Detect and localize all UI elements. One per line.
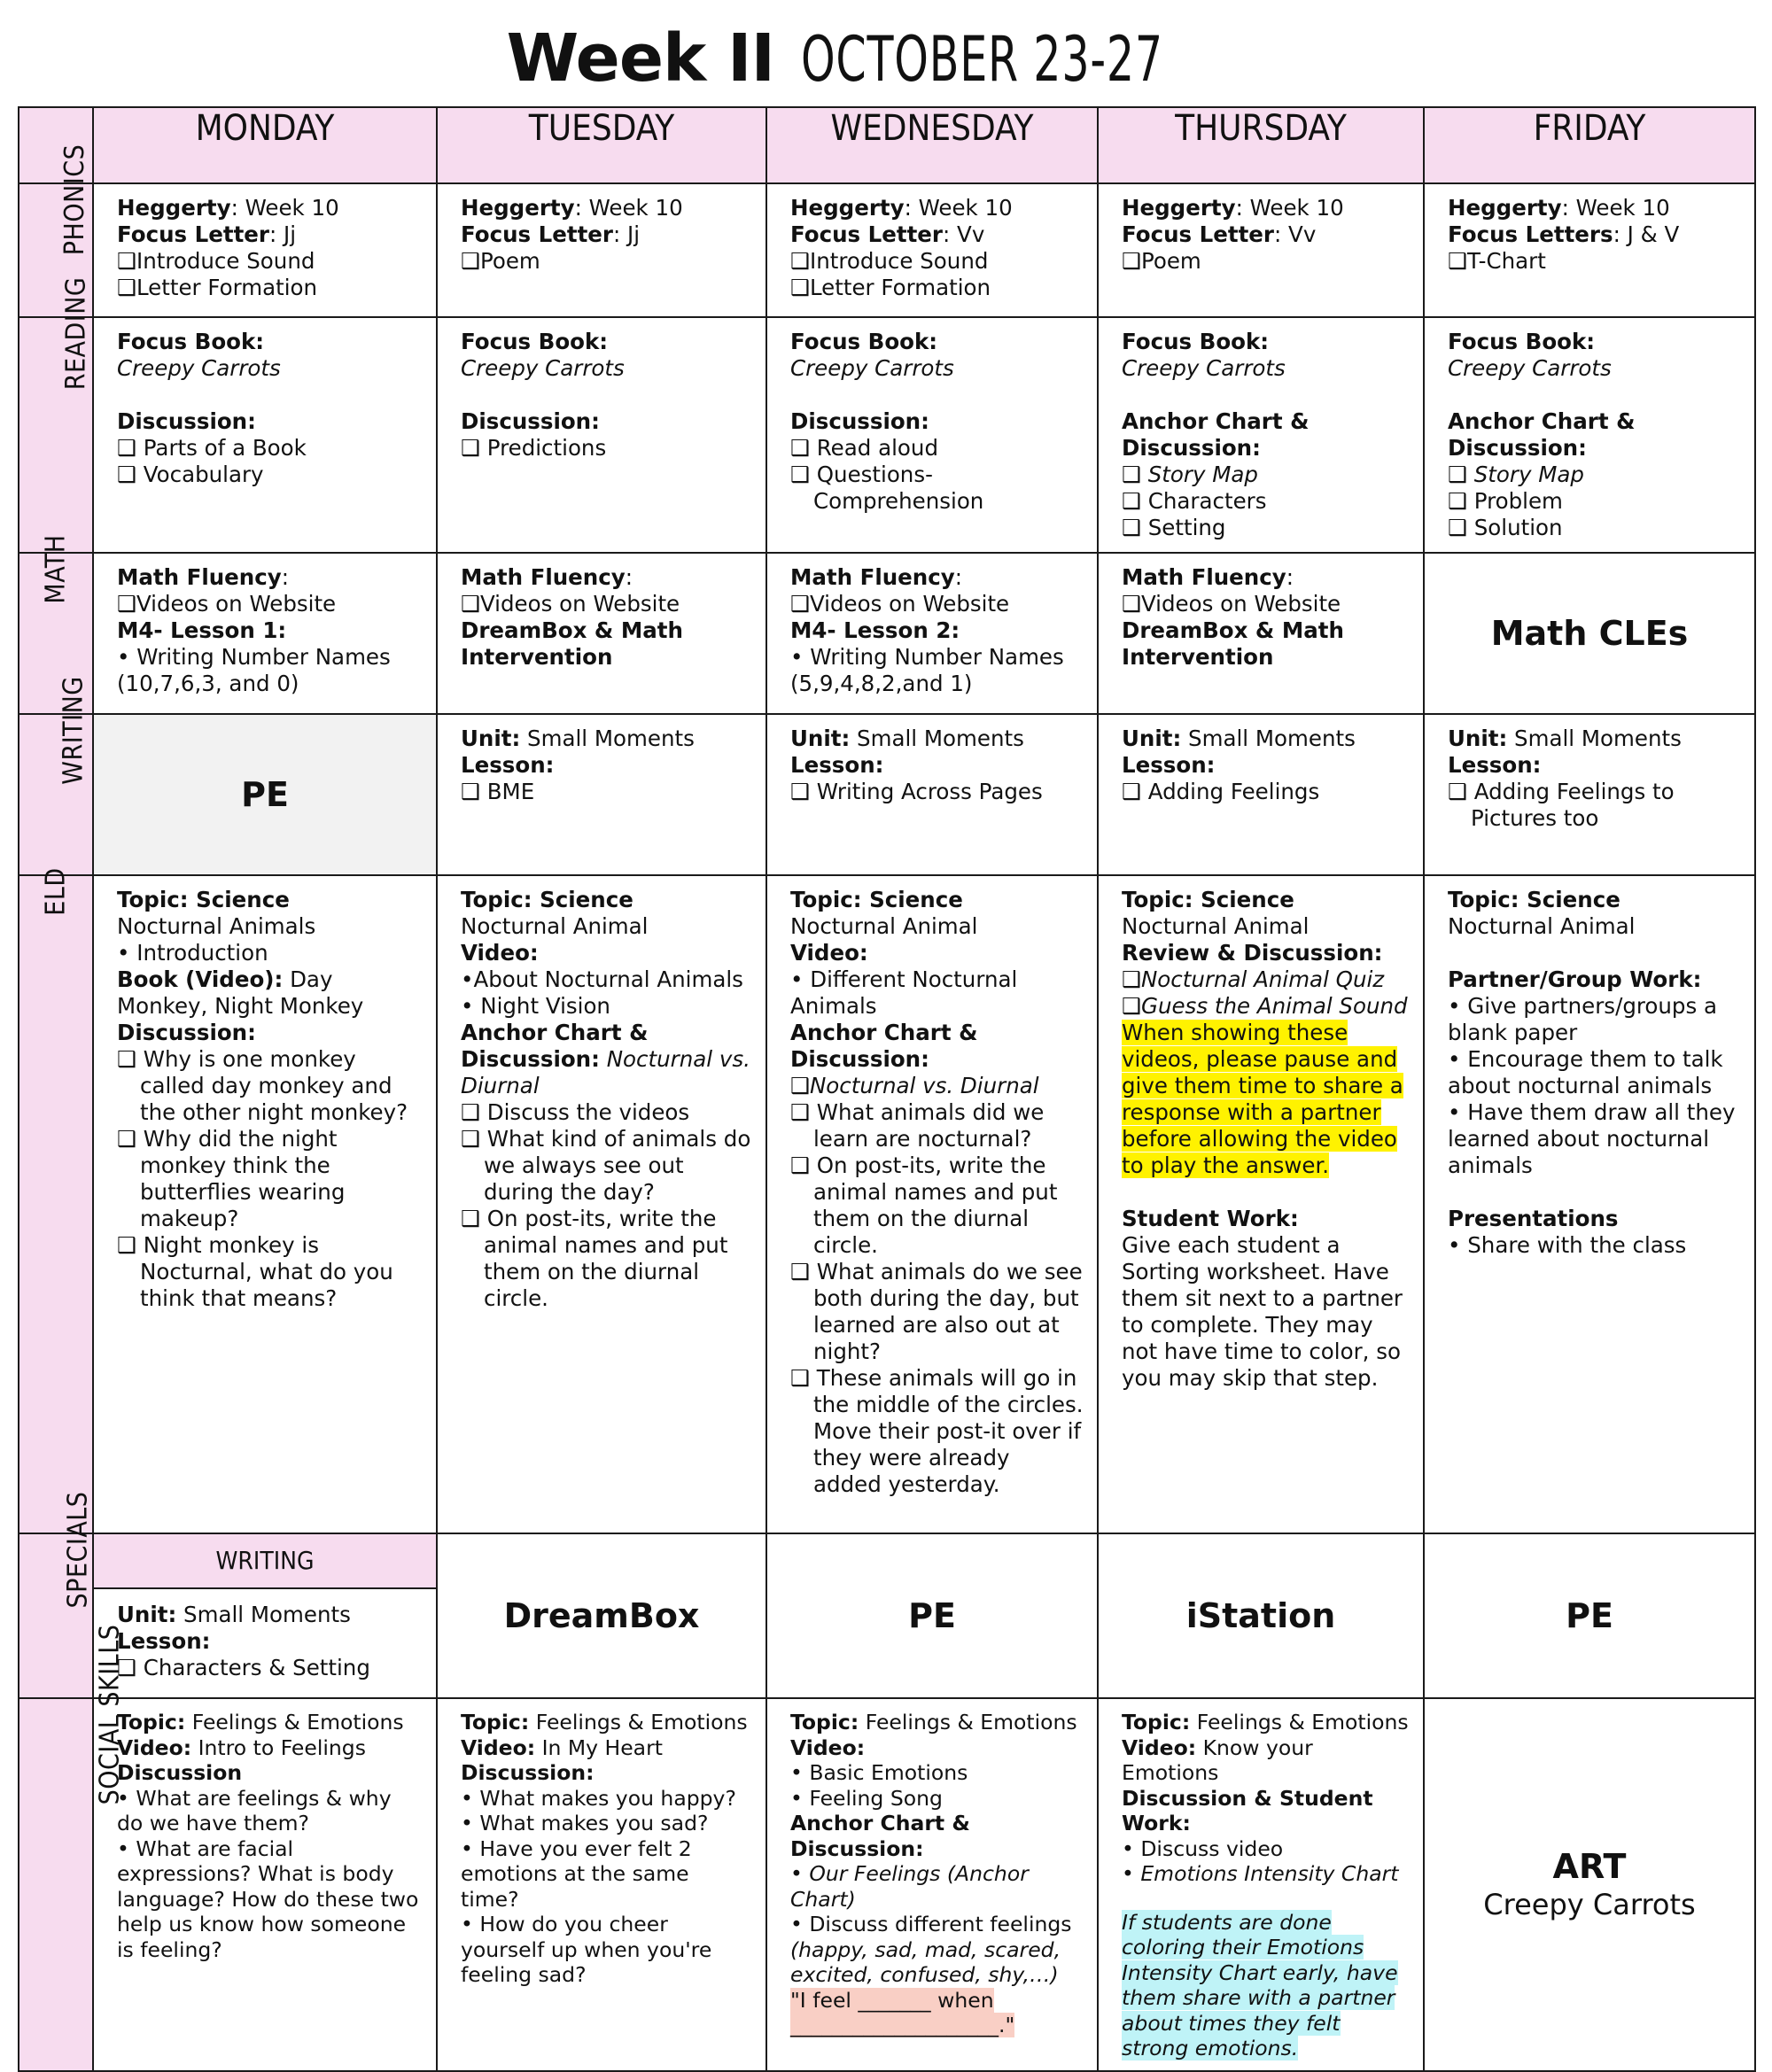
cell-specials-mon: WRITING Unit: Small Moments Lesson: ❑ Characters & Setting [93, 1533, 437, 1698]
checkbox-item: ❑Poem [1122, 248, 1201, 274]
cell-writing-mon: PE [93, 714, 437, 875]
header-row [19, 107, 1755, 183]
row-specials [19, 1533, 1755, 1698]
cell-math-wed: Math Fluency: ❑Videos on Website M4- Lesson 2: • Writing Number Names (5,9,4,8,2,and 1) [766, 553, 1098, 714]
cell-reading-thu: Focus Book: Creepy Carrots Anchor Chart & Discussion: ❑ Story Map ❑ Characters ❑ Setting [1098, 317, 1424, 553]
cell-eld-fri: Topic: Science Nocturnal Animal Partner/Group Work: • Give partners/groups a blank paper • Encourage them to talk about nocturnal animals • Have them draw all they learned about nocturnal animals Presentations • Share with the class [1424, 875, 1755, 1533]
page-title [0, 19, 1772, 97]
subject-writing: WRITING [19, 714, 93, 875]
cell-reading-wed: Focus Book: Creepy Carrots Discussion: ❑ Read aloud ❑ Questions- Comprehension [766, 317, 1098, 553]
day-header-friday: FRIDAY [1424, 107, 1755, 183]
cell-social-fri: ART Creepy Carrots [1424, 1698, 1755, 2071]
cell-specials-thu: iStation [1098, 1533, 1424, 1698]
subject-eld: ELD [19, 875, 93, 1533]
cell-phonics-tue: Heggerty: Week 10 Focus Letter: Jj ❑Poem [437, 183, 766, 317]
cell-phonics-mon: Heggerty: Week 10 Focus Letter: Jj ❑Introduce Sound ❑Letter Formation [93, 183, 437, 317]
day-header-thursday: THURSDAY [1098, 107, 1424, 183]
day-header-wednesday: WEDNESDAY [766, 107, 1098, 183]
checkbox-item: ❑T-Chart [1448, 248, 1546, 274]
cell-phonics-wed: Heggerty: Week 10 Focus Letter: Vv ❑Introduce Sound ❑Letter Formation [766, 183, 1098, 317]
checkbox-item: ❑Letter Formation [790, 275, 991, 300]
cell-social-wed: Topic: Feelings & Emotions Video: • Basic Emotions • Feeling Song Anchor Chart & Discussion: • Our Feelings (Anchor Chart) • Discuss different feelings (happy, sad, mad, scared, excited, confused, shy,…) "I feel _______ when ____________________." [766, 1698, 1098, 2071]
cell-phonics-fri: Heggerty: Week 10 Focus Letters: J & V ❑T-Chart [1424, 183, 1755, 317]
day-header-tuesday: TUESDAY [437, 107, 766, 183]
cell-math-fri: Math CLEs [1424, 553, 1755, 714]
row-social-skills [19, 1698, 1755, 2071]
lesson-plan-table [18, 106, 1756, 2072]
cell-math-mon: Math Fluency: ❑Videos on Website M4- Lesson 1: • Writing Number Names (10,7,6,3, and 0) [93, 553, 437, 714]
row-writing [19, 714, 1755, 875]
day-header-monday: MONDAY [93, 107, 437, 183]
row-math [19, 553, 1755, 714]
cell-specials-fri: PE [1424, 1533, 1755, 1698]
subject-math: MATH [19, 553, 93, 714]
checkbox-item: ❑Introduce Sound [117, 248, 315, 274]
subject-reading: READING [19, 317, 93, 553]
cell-reading-mon: Focus Book: Creepy Carrots Discussion: ❑ Parts of a Book ❑ Vocabulary [93, 317, 437, 553]
subject-social-skills: SOCIAL SKILLS [19, 1698, 93, 2071]
cell-eld-mon: Topic: Science Nocturnal Animals • Introduction Book (Video): Day Monkey, Night Monkey Discussion: ❑ Why is one monkey called day monkey and the other night monkey? ❑ Why did the night monkey think the butterflies wearing makeup? ❑ Night monkey is Nocturnal, what do you think that means? [93, 875, 437, 1533]
cell-eld-wed: Topic: Science Nocturnal Animal Video: • Different Nocturnal Animals Anchor Chart & Discussion: ❑Nocturnal vs. Diurnal ❑ What animals did we learn are nocturnal? ❑ On post-its, write the animal names and put them on the diurnal circle. ❑ What animals do we see both during the day, but learned are also out at night? ❑ These animals will go in the middle of the circles. Move their post-it over if they were already added yesterday. [766, 875, 1098, 1533]
cell-eld-thu: Topic: Science Nocturnal Animal Review & Discussion: ❑Nocturnal Animal Quiz ❑Guess the Animal Sound When showing these videos, please pause and give them time to share a response with a partner before allowing the video to play the answer. Student Work: Give each student a Sorting worksheet. Have them sit next to a partner to complete. They may not have time to color, so you may skip that step. [1098, 875, 1424, 1533]
week-label: Week II [506, 20, 775, 97]
cell-writing-tue: Unit: Small Moments Lesson: ❑ BME [437, 714, 766, 875]
row-phonics [19, 183, 1755, 317]
cell-social-tue: Topic: Feelings & Emotions Video: In My Heart Discussion: • What makes you happy? • What makes you sad? • Have you ever felt 2 emotions at the same time? • How do you cheer yourself up when you're feeling sad? [437, 1698, 766, 2071]
checkbox-item: ❑Introduce Sound [790, 248, 989, 274]
cell-math-tue: Math Fluency: ❑Videos on Website DreamBox & Math Intervention [437, 553, 766, 714]
checkbox-item: ❑Letter Formation [117, 275, 318, 300]
cell-writing-fri: Unit: Small Moments Lesson: ❑ Adding Feelings to Pictures too [1424, 714, 1755, 875]
cell-social-thu: Topic: Feelings & Emotions Video: Know your Emotions Discussion & Student Work: • Discuss video • Emotions Intensity Chart If students are done coloring their Emotions Intensity Chart early, have them share with a partner about times they felt strong emotions. [1098, 1698, 1424, 2071]
row-eld [19, 875, 1755, 1533]
cell-writing-thu: Unit: Small Moments Lesson: ❑ Adding Feelings [1098, 714, 1424, 875]
highlighted-note: If students are done coloring their Emotions Intensity Chart early, have them share with a partner about times they felt strong emotions. [1122, 1909, 1398, 2060]
specials-sub-header: WRITING [94, 1534, 436, 1589]
cell-specials-tue: DreamBox [437, 1533, 766, 1698]
checkbox-item: ❑Poem [461, 248, 540, 274]
cell-specials-wed: PE [766, 1533, 1098, 1698]
subject-phonics: PHONICS [19, 183, 93, 317]
cell-phonics-thu: Heggerty: Week 10 Focus Letter: Vv ❑Poem [1098, 183, 1424, 317]
subject-specials: SPECIALS [19, 1533, 93, 1698]
cell-writing-wed: Unit: Small Moments Lesson: ❑ Writing Across Pages [766, 714, 1098, 875]
cell-reading-tue: Focus Book: Creepy Carrots Discussion: ❑ Predictions [437, 317, 766, 553]
cell-math-thu: Math Fluency: ❑Videos on Website DreamBox & Math Intervention [1098, 553, 1424, 714]
highlighted-note: When showing these videos, please pause and give them time to share a response with a partner before allowing the video to play the answer. [1122, 1020, 1403, 1178]
cell-social-mon: Topic: Feelings & Emotions Video: Intro to Feelings Discussion • What are feelings & why do we have them? • What are facial expressions? What is body language? How do these two help us know how someone is feeling? [93, 1698, 437, 2071]
cell-reading-fri: Focus Book: Creepy Carrots Anchor Chart & Discussion: ❑ Story Map ❑ Problem ❑ Solution [1424, 317, 1755, 553]
row-reading [19, 317, 1755, 553]
sentence-frame: "I feel _______ when ____________________." [790, 1987, 1015, 2037]
cell-eld-tue: Topic: Science Nocturnal Animal Video: •About Nocturnal Animals • Night Vision Anchor Chart & Discussion: Nocturnal vs. Diurnal ❑ Discuss the videos ❑ What kind of animals do we always see out during the day? ❑ On post-its, write the animal names and put them on the diurnal circle. [437, 875, 766, 1533]
date-range: OCTOBER 23-27 [801, 23, 1163, 96]
